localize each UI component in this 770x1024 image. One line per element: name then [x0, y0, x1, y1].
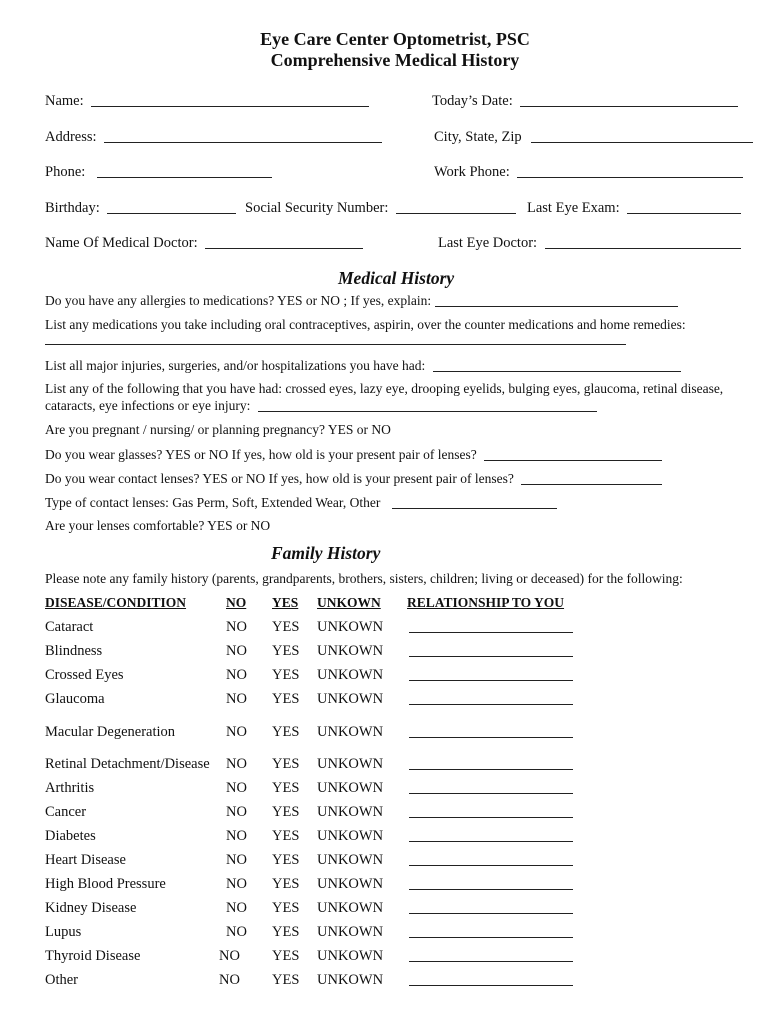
- option-no[interactable]: NO: [226, 852, 247, 868]
- pregnant-question: Are you pregnant / nursing/ or planning pregnancy? YES or NO: [45, 422, 391, 437]
- option-no[interactable]: NO: [226, 619, 247, 635]
- last-eye-doctor-label: Last Eye Doctor:: [438, 235, 538, 251]
- relationship-field[interactable]: [409, 924, 573, 938]
- relationship-field[interactable]: [409, 667, 573, 681]
- row-crossed-eyes: [45, 668, 124, 683]
- option-unknown[interactable]: UNKOWN: [317, 619, 384, 635]
- glasses-question: [45, 447, 662, 462]
- row-macular-degeneration: [45, 725, 175, 740]
- todays-date-label: Today’s Date:: [432, 93, 513, 109]
- option-no[interactable]: NO: [219, 948, 240, 964]
- option-no[interactable]: NO: [226, 643, 247, 659]
- option-unknown[interactable]: UNKOWN: [317, 924, 384, 940]
- option-yes[interactable]: YES: [272, 667, 300, 683]
- disease-name: Retinal Detachment/Disease: [45, 756, 210, 772]
- option-no[interactable]: NO: [226, 828, 247, 844]
- column-header-no: NO: [226, 595, 247, 610]
- relationship-field[interactable]: [409, 691, 573, 705]
- option-no[interactable]: NO: [226, 900, 247, 916]
- city-state-zip-row: [434, 129, 753, 145]
- relationship-field[interactable]: [409, 900, 573, 914]
- row-arthritis: [45, 781, 94, 796]
- option-no[interactable]: NO: [226, 724, 247, 740]
- address-row: [45, 129, 382, 145]
- option-unknown[interactable]: UNKOWN: [317, 667, 384, 683]
- allergies-field[interactable]: [435, 293, 678, 307]
- ssn-row: [245, 200, 516, 216]
- disease-name: Heart Disease: [45, 852, 126, 868]
- last-eye-exam-row: [527, 200, 741, 216]
- contacts-question: [45, 471, 662, 486]
- option-no[interactable]: NO: [226, 691, 247, 707]
- option-yes[interactable]: YES: [272, 619, 300, 635]
- relationship-field[interactable]: [409, 972, 573, 986]
- birthday-label: Birthday:: [45, 200, 100, 216]
- work-phone-label: Work Phone:: [434, 164, 510, 180]
- comfortable-question: Are your lenses comfortable? YES or NO: [45, 518, 271, 533]
- name-row: [45, 93, 369, 109]
- option-no[interactable]: NO: [226, 804, 247, 820]
- last-eye-doctor-field[interactable]: [545, 235, 741, 249]
- option-unknown[interactable]: UNKOWN: [317, 643, 384, 659]
- contacts-field[interactable]: [521, 471, 662, 485]
- option-yes[interactable]: YES: [272, 756, 300, 772]
- column-header-relationship: RELATIONSHIP TO YOU: [407, 595, 565, 610]
- allergies-question: [45, 293, 678, 308]
- address-field[interactable]: [104, 129, 382, 143]
- conditions-label: cataracts, eye infections or eye injury:: [45, 398, 251, 413]
- relationship-field[interactable]: [409, 828, 573, 842]
- disease-name: Cataract: [45, 619, 94, 635]
- disease-name: Lupus: [45, 924, 82, 940]
- phone-field[interactable]: [97, 164, 272, 178]
- glasses-field[interactable]: [484, 447, 662, 461]
- disease-name: High Blood Pressure: [45, 876, 166, 892]
- option-no[interactable]: NO: [219, 972, 240, 988]
- disease-name: Glaucoma: [45, 691, 105, 707]
- disease-name: Kidney Disease: [45, 900, 137, 916]
- option-yes[interactable]: YES: [272, 643, 300, 659]
- row-heart-disease: [45, 853, 126, 868]
- option-unknown[interactable]: UNKOWN: [317, 948, 384, 964]
- birthday-field[interactable]: [107, 200, 236, 214]
- option-unknown[interactable]: UNKOWN: [317, 972, 384, 988]
- family-history-note: Please note any family history (parents, grandparents, brothers, sisters, children; living or deceased) for the following:: [45, 571, 683, 586]
- disease-name: Diabetes: [45, 828, 96, 844]
- family-history-heading: Family History: [271, 543, 381, 563]
- lens-type-question: [45, 495, 557, 510]
- disease-name: Arthritis: [45, 780, 95, 796]
- option-yes[interactable]: YES: [272, 876, 300, 892]
- name-label: Name:: [45, 93, 84, 109]
- row-other: [45, 973, 78, 988]
- conditions-question-line2: [45, 398, 597, 413]
- medications-question: List any medications you take including oral contraceptives, aspirin, over the counter medications and home remedies:: [45, 317, 686, 332]
- column-header-unknown: UNKOWN: [317, 595, 381, 610]
- option-yes[interactable]: YES: [272, 691, 300, 707]
- medical-doctor-label: Name Of Medical Doctor:: [45, 235, 198, 251]
- city-state-zip-label: City, State, Zip: [434, 129, 522, 145]
- option-no[interactable]: NO: [226, 667, 247, 683]
- name-field[interactable]: [91, 93, 369, 107]
- option-yes[interactable]: YES: [272, 948, 300, 964]
- option-no[interactable]: NO: [226, 924, 247, 940]
- option-yes[interactable]: YES: [272, 900, 300, 916]
- conditions-question-line1: List any of the following that you have had: crossed eyes, lazy eye, drooping eyelids, bulging eyes, glaucoma, retinal disease,: [45, 381, 724, 396]
- todays-date-field[interactable]: [520, 93, 738, 107]
- row-thyroid-disease: [45, 949, 140, 964]
- option-yes[interactable]: YES: [272, 724, 300, 740]
- medical-history-heading: Medical History: [338, 268, 455, 288]
- relationship-field[interactable]: [409, 756, 573, 770]
- option-yes[interactable]: YES: [272, 780, 300, 796]
- row-diabetes: [45, 829, 96, 844]
- row-retinal-detachment: [45, 757, 210, 772]
- option-yes[interactable]: YES: [272, 924, 300, 940]
- option-yes[interactable]: YES: [272, 804, 300, 820]
- relationship-field[interactable]: [409, 780, 573, 794]
- row-lupus: [45, 925, 81, 940]
- phone-label: Phone:: [45, 164, 86, 180]
- option-unknown[interactable]: UNKOWN: [317, 876, 384, 892]
- todays-date-row: [432, 93, 738, 109]
- injuries-question: [45, 358, 681, 373]
- disease-name: Thyroid Disease: [45, 948, 141, 964]
- relationship-field[interactable]: [409, 876, 573, 890]
- relationship-field[interactable]: [409, 643, 573, 657]
- disease-name: Macular Degeneration: [45, 724, 176, 740]
- relationship-field[interactable]: [409, 619, 573, 633]
- last-eye-exam-label: Last Eye Exam:: [527, 200, 620, 216]
- medications-field[interactable]: [45, 331, 626, 345]
- disease-name: Blindness: [45, 643, 103, 659]
- phone-row: [45, 164, 272, 180]
- option-unknown[interactable]: UNKOWN: [317, 828, 384, 844]
- lens-type-label: Type of contact lenses: Gas Perm, Soft, Extended Wear, Other: [45, 495, 381, 510]
- lens-type-field[interactable]: [392, 495, 557, 509]
- medical-doctor-row: [45, 235, 363, 251]
- row-glaucoma: [45, 692, 105, 707]
- medical-doctor-field[interactable]: [205, 235, 363, 249]
- row-cancer: [45, 805, 86, 820]
- conditions-field[interactable]: [258, 398, 597, 412]
- option-yes[interactable]: YES: [272, 972, 300, 988]
- column-header-yes: YES: [272, 595, 299, 610]
- contacts-label: Do you wear contact lenses? YES or NO If yes, how old is your present pair of lenses?: [45, 471, 514, 486]
- column-header-disease: DISEASE/CONDITION: [45, 595, 187, 610]
- option-no[interactable]: NO: [226, 780, 247, 796]
- disease-name: Cancer: [45, 804, 87, 820]
- last-eye-exam-field[interactable]: [627, 200, 741, 214]
- allergies-label: Do you have any allergies to medications? YES or NO ; If yes, explain:: [45, 293, 432, 308]
- city-state-zip-field[interactable]: [531, 129, 753, 143]
- form-subtitle: Comprehensive Medical History: [270, 50, 520, 70]
- relationship-field[interactable]: [409, 948, 573, 962]
- disease-name: Other: [45, 972, 79, 988]
- row-blindness: [45, 644, 102, 659]
- relationship-field[interactable]: [409, 852, 573, 866]
- row-cataract: [45, 620, 93, 635]
- option-unknown[interactable]: UNKOWN: [317, 756, 384, 772]
- option-unknown[interactable]: UNKOWN: [317, 900, 384, 916]
- last-eye-doctor-row: [438, 235, 741, 251]
- option-unknown[interactable]: UNKOWN: [317, 691, 384, 707]
- birthday-row: [45, 200, 236, 216]
- address-label: Address:: [45, 129, 97, 145]
- row-kidney-disease: [45, 901, 136, 916]
- glasses-label: Do you wear glasses? YES or NO If yes, how old is your present pair of lenses?: [45, 447, 477, 462]
- ssn-label: Social Security Number:: [245, 200, 389, 216]
- injuries-label: List all major injuries, surgeries, and/or hospitalizations you have had:: [45, 358, 426, 373]
- option-yes[interactable]: YES: [272, 852, 300, 868]
- disease-name: Crossed Eyes: [45, 667, 124, 683]
- option-yes[interactable]: YES: [272, 828, 300, 844]
- option-unknown[interactable]: UNKOWN: [317, 724, 384, 740]
- form-title: Eye Care Center Optometrist, PSC: [260, 29, 530, 49]
- ssn-field[interactable]: [396, 200, 516, 214]
- relationship-field[interactable]: [409, 724, 573, 738]
- option-no[interactable]: NO: [226, 876, 247, 892]
- injuries-field[interactable]: [433, 358, 681, 372]
- option-unknown[interactable]: UNKOWN: [317, 852, 384, 868]
- relationship-field[interactable]: [409, 804, 573, 818]
- option-unknown[interactable]: UNKOWN: [317, 804, 384, 820]
- option-no[interactable]: NO: [226, 756, 247, 772]
- row-high-blood-pressure: [45, 877, 166, 892]
- work-phone-row: [434, 164, 743, 180]
- option-unknown[interactable]: UNKOWN: [317, 780, 384, 796]
- work-phone-field[interactable]: [517, 164, 743, 178]
